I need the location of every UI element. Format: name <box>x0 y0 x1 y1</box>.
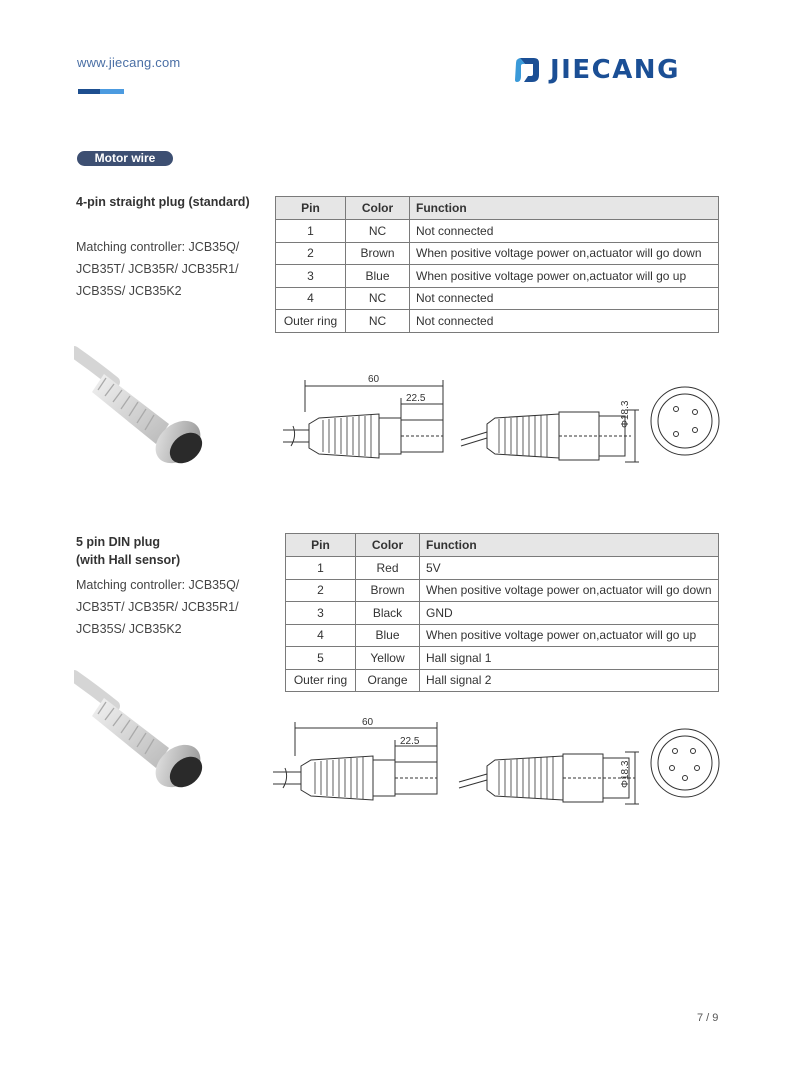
color-cell: Red <box>356 557 420 580</box>
pin-cell: 4 <box>286 624 356 647</box>
color-cell: Blue <box>346 265 410 288</box>
function-cell: Not connected <box>410 310 719 333</box>
plug2-controller-line: JCB35T/ JCB35R/ JCB35R1/ <box>76 600 239 614</box>
function-cell: Not connected <box>410 220 719 243</box>
table-header: Function <box>410 197 719 220</box>
plug1-photo-image <box>74 344 214 469</box>
color-cell: Brown <box>356 579 420 602</box>
table-row <box>286 602 719 625</box>
plug1-controller-line: Matching controller: JCB35Q/ <box>76 240 240 254</box>
plug2-dimension-drawing <box>273 716 723 808</box>
function-cell: Not connected <box>410 287 719 310</box>
table-row <box>276 310 719 333</box>
table-header: Pin <box>276 197 346 220</box>
pin-cell: Outer ring <box>276 310 346 333</box>
table-header: Pin <box>286 534 356 557</box>
plug2-controller-line: Matching controller: JCB35Q/ <box>76 578 240 592</box>
color-cell: Black <box>356 602 420 625</box>
color-cell: NC <box>346 310 410 333</box>
plug2-photo-image <box>74 668 214 793</box>
table-row <box>286 579 719 602</box>
color-cell: Blue <box>356 624 420 647</box>
pin-cell: 5 <box>286 647 356 670</box>
table-row <box>276 220 719 243</box>
color-cell: Yellow <box>356 647 420 670</box>
plug1-dim-length: 60 <box>368 374 380 385</box>
table-row <box>286 669 719 692</box>
header-accent-bar <box>78 89 124 94</box>
plug1-pin-table <box>275 196 719 333</box>
color-cell: NC <box>346 220 410 243</box>
plug2-title <box>76 533 180 569</box>
plug2-title-line: (with Hall sensor) <box>76 553 181 567</box>
table-row <box>286 624 719 647</box>
function-cell: When positive voltage power on,actuator will go up <box>410 265 719 288</box>
color-cell: NC <box>346 287 410 310</box>
function-cell: When positive voltage power on,actuator will go down <box>420 579 719 602</box>
plug1-controller-line: JCB35T/ JCB35R/ JCB35R1/ <box>76 262 239 276</box>
table-header: Color <box>356 534 420 557</box>
page-number: 7 / 9 <box>697 1012 719 1024</box>
plug2-dim-diameter: Φ18.3 <box>620 760 631 788</box>
plug1-dimension-drawing <box>283 372 723 464</box>
table-header: Color <box>346 197 410 220</box>
pin-cell: 3 <box>276 265 346 288</box>
plug1-dim-plug-length: 22.5 <box>406 393 426 404</box>
brand-logo <box>512 54 680 86</box>
plug2-dim-plug-length: 22.5 <box>400 736 420 747</box>
plug2-controller-text <box>76 574 266 640</box>
function-cell: 5V <box>420 557 719 580</box>
plug1-controller-line: JCB35S/ JCB35K2 <box>76 284 182 298</box>
color-cell: Orange <box>356 669 420 692</box>
pin-cell: 4 <box>276 287 346 310</box>
plug2-dim-length: 60 <box>362 717 374 728</box>
plug2-pin-table <box>285 533 719 692</box>
table-row <box>276 242 719 265</box>
table-row <box>286 647 719 670</box>
pin-cell: 2 <box>286 579 356 602</box>
pin-cell: 3 <box>286 602 356 625</box>
table-header-row <box>286 534 719 557</box>
table-row <box>286 557 719 580</box>
pin-cell: Outer ring <box>286 669 356 692</box>
website-url[interactable]: www.jiecang.com <box>77 55 181 70</box>
pin-cell: 2 <box>276 242 346 265</box>
function-cell: When positive voltage power on,actuator will go up <box>420 624 719 647</box>
function-cell: Hall signal 2 <box>420 669 719 692</box>
section-label: Motor wire <box>77 151 173 166</box>
plug1-dim-diameter: Φ18.3 <box>620 400 631 428</box>
table-header-row <box>276 197 719 220</box>
color-cell: Brown <box>346 242 410 265</box>
function-cell: Hall signal 1 <box>420 647 719 670</box>
table-row <box>276 287 719 310</box>
table-header: Function <box>420 534 719 557</box>
plug1-title: 4-pin straight plug (standard) <box>76 195 250 209</box>
function-cell: GND <box>420 602 719 625</box>
jiecang-logo-icon <box>512 55 542 85</box>
plug2-title-line: 5 pin DIN plug <box>76 535 161 549</box>
function-cell: When positive voltage power on,actuator will go down <box>410 242 719 265</box>
plug1-controller-text <box>76 236 266 302</box>
pin-cell: 1 <box>286 557 356 580</box>
brand-name: JIECANG <box>550 55 680 85</box>
pin-cell: 1 <box>276 220 346 243</box>
table-row <box>276 265 719 288</box>
plug2-controller-line: JCB35S/ JCB35K2 <box>76 622 182 636</box>
